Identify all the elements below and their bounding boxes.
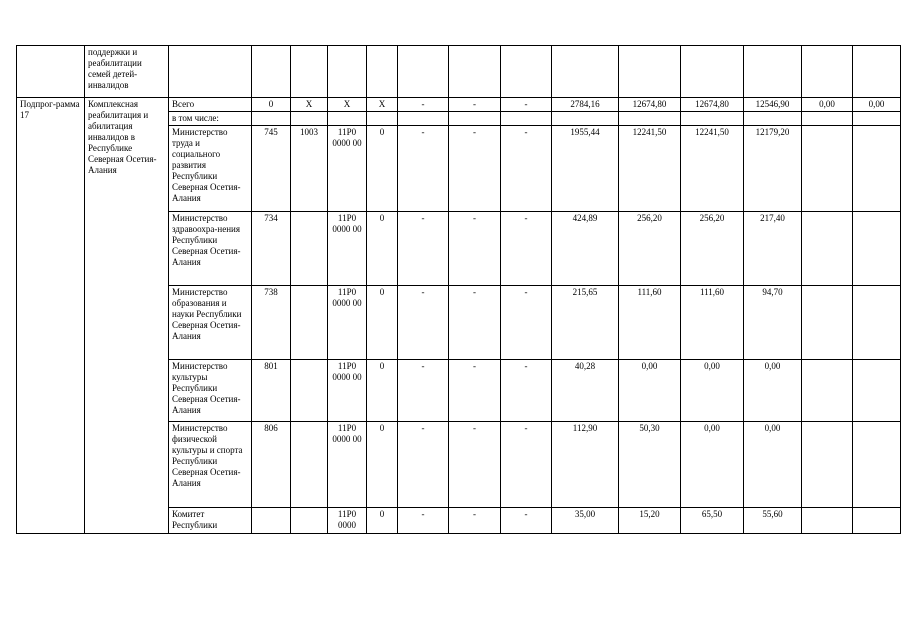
total-vr: Х [367,98,398,112]
dash-2: - [449,422,501,508]
total-v4: 12546,90 [744,98,802,112]
dash-1: - [398,360,449,422]
dash-2: - [449,508,501,534]
total-grbs: 0 [252,98,291,112]
rzpr-code [291,286,328,360]
value-2: 50,30 [619,422,681,508]
dash-2: - [449,286,501,360]
ministry-name: Министерство образования и науки Республики Северная Осетия-Алания [169,286,252,360]
rzpr-code: 1003 [291,126,328,212]
dash-2: - [449,212,501,286]
value-1: 424,89 [552,212,619,286]
vr-code: 0 [367,422,398,508]
vr-code: 0 [367,212,398,286]
total-v2: 12674,80 [619,98,681,112]
value-2: 0,00 [619,360,681,422]
value-3: 256,20 [681,212,744,286]
value-3: 0,00 [681,422,744,508]
budget-table [16,45,901,534]
grbs-code: 738 [252,286,291,360]
vr-code: 0 [367,508,398,534]
grbs-code: 734 [252,212,291,286]
program-name: Комплексная реабилитация и абилитация инвалидов в Республике Северная Осетия-Алания [85,98,169,534]
value-1: 40,28 [552,360,619,422]
grbs-code: 806 [252,422,291,508]
value-4: 0,00 [744,422,802,508]
value-4: 0,00 [744,360,802,422]
grbs-code: 745 [252,126,291,212]
ministry-name: Министерство здравоохра-нения Республики Северная Осетия-Алания [169,212,252,286]
value-2: 111,60 [619,286,681,360]
dash-2: - [449,360,501,422]
csr-code: 11Р0 0000 00 [328,126,367,212]
value-4: 12179,20 [744,126,802,212]
vr-code: 0 [367,286,398,360]
dash-3: - [501,360,552,422]
total-v6: 0,00 [853,98,901,112]
dash-1: - [398,286,449,360]
program-label: Подпрог-рамма 17 [17,98,85,534]
total-label: Всего [169,98,252,112]
csr-code: 11Р0 0000 [328,508,367,534]
table-row-continuation [17,46,901,98]
vr-code: 0 [367,126,398,212]
including-label: в том числе: [169,112,252,126]
csr-code: 11Р0 0000 00 [328,360,367,422]
ministry-name: Министерство физической культуры и спорта Республики Северная Осетия-Алания [169,422,252,508]
ministry-name: Министерство культуры Республики Северная Осетия-Алания [169,360,252,422]
dash-3: - [501,126,552,212]
value-3: 111,60 [681,286,744,360]
dash-3: - [501,508,552,534]
value-2: 15,20 [619,508,681,534]
value-3: 12241,50 [681,126,744,212]
value-2: 12241,50 [619,126,681,212]
value-4: 94,70 [744,286,802,360]
value-4: 55,60 [744,508,802,534]
ministry-name: Министерство труда и социального развития Республики Северная Осетия-Алания [169,126,252,212]
vr-code: 0 [367,360,398,422]
total-v1: 2784,16 [552,98,619,112]
csr-code: 11Р0 0000 00 [328,286,367,360]
dash-1: - [398,126,449,212]
value-3: 0,00 [681,360,744,422]
total-v3: 12674,80 [681,98,744,112]
value-1: 112,90 [552,422,619,508]
value-1: 1955,44 [552,126,619,212]
value-4: 217,40 [744,212,802,286]
dash-1: - [398,212,449,286]
value-1: 35,00 [552,508,619,534]
rzpr-code [291,212,328,286]
dash-3: - [501,422,552,508]
ministry-name: Комитет Республики [169,508,252,534]
table-body [17,46,901,534]
dash-1: - [398,508,449,534]
total-c3: - [501,98,552,112]
value-1: 215,65 [552,286,619,360]
rzpr-code [291,422,328,508]
cell-empty [17,46,85,98]
table-row-total [17,98,901,112]
dash-2: - [449,126,501,212]
rzpr-code [291,508,328,534]
total-v5: 0,00 [802,98,853,112]
grbs-code [252,508,291,534]
dash-3: - [501,286,552,360]
value-2: 256,20 [619,212,681,286]
dash-1: - [398,422,449,508]
total-c2: - [449,98,501,112]
value-3: 65,50 [681,508,744,534]
csr-code: 11Р0 0000 00 [328,422,367,508]
dash-3: - [501,212,552,286]
continuation-desc: поддержки и реабилитации семей детей-инвалидов [85,46,169,98]
total-rzpr: Х [291,98,328,112]
rzpr-code [291,360,328,422]
grbs-code: 801 [252,360,291,422]
csr-code: 11Р0 0000 00 [328,212,367,286]
total-csr: Х [328,98,367,112]
total-c1: - [398,98,449,112]
